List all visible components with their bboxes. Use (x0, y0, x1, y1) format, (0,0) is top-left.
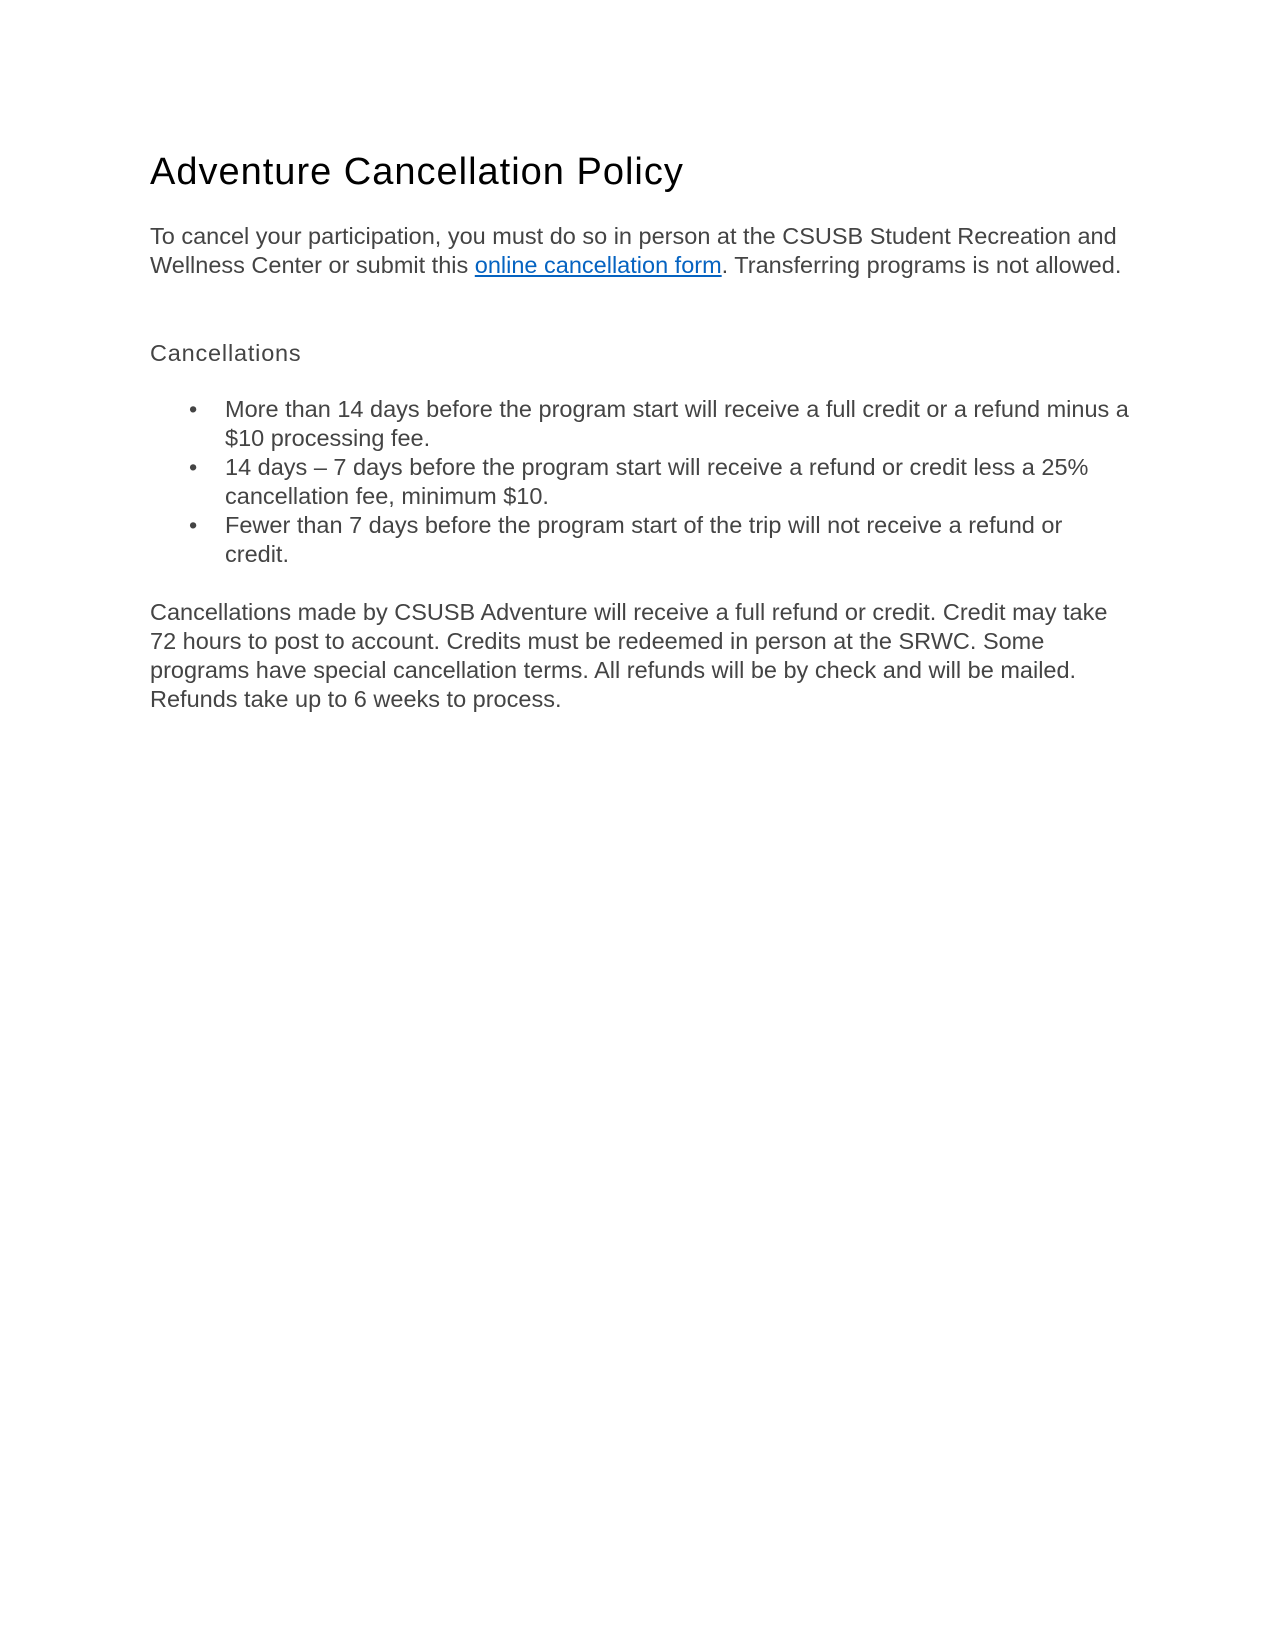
rule-text: Fewer than 7 days before the program start of the trip will not receive a refund or credit. (225, 512, 1063, 567)
rule-text: 14 days – 7 days before the program start will receive a refund or credit less a 25% cancellation fee, minimum $10. (225, 454, 1089, 509)
list-item (150, 453, 1130, 511)
cancellation-rules-list (150, 395, 1130, 569)
list-item (150, 395, 1130, 453)
section-heading-cancellations: Cancellations (150, 340, 302, 366)
closing-paragraph: Cancellations made by CSUSB Adventure will receive a full refund or credit. Credit may take 72 hours to post to account. Credits must be redeemed in person at the SRWC. Some programs have special cancellation terms. All refunds will be by check and will be mailed. Refunds take up to 6 weeks to process. (150, 599, 1108, 712)
page-title: Adventure Cancellation Policy (150, 151, 684, 193)
intro-text-after-link: . Transferring programs is not allowed. (721, 252, 1122, 278)
bullet-icon: • (189, 396, 198, 422)
bullet-icon: • (189, 512, 198, 538)
list-item (150, 511, 1130, 569)
intro-text-before-link: To cancel your participation, you must do so in person at the CSUSB Student Recreation and Wellness Center or submit this (150, 223, 1117, 278)
intro-paragraph (150, 222, 1130, 280)
bullet-icon: • (189, 454, 198, 480)
online-cancellation-form-link[interactable]: online cancellation form (474, 252, 722, 278)
rule-text: More than 14 days before the program start will receive a full credit or a refund minus a $10 processing fee. (225, 396, 1129, 451)
